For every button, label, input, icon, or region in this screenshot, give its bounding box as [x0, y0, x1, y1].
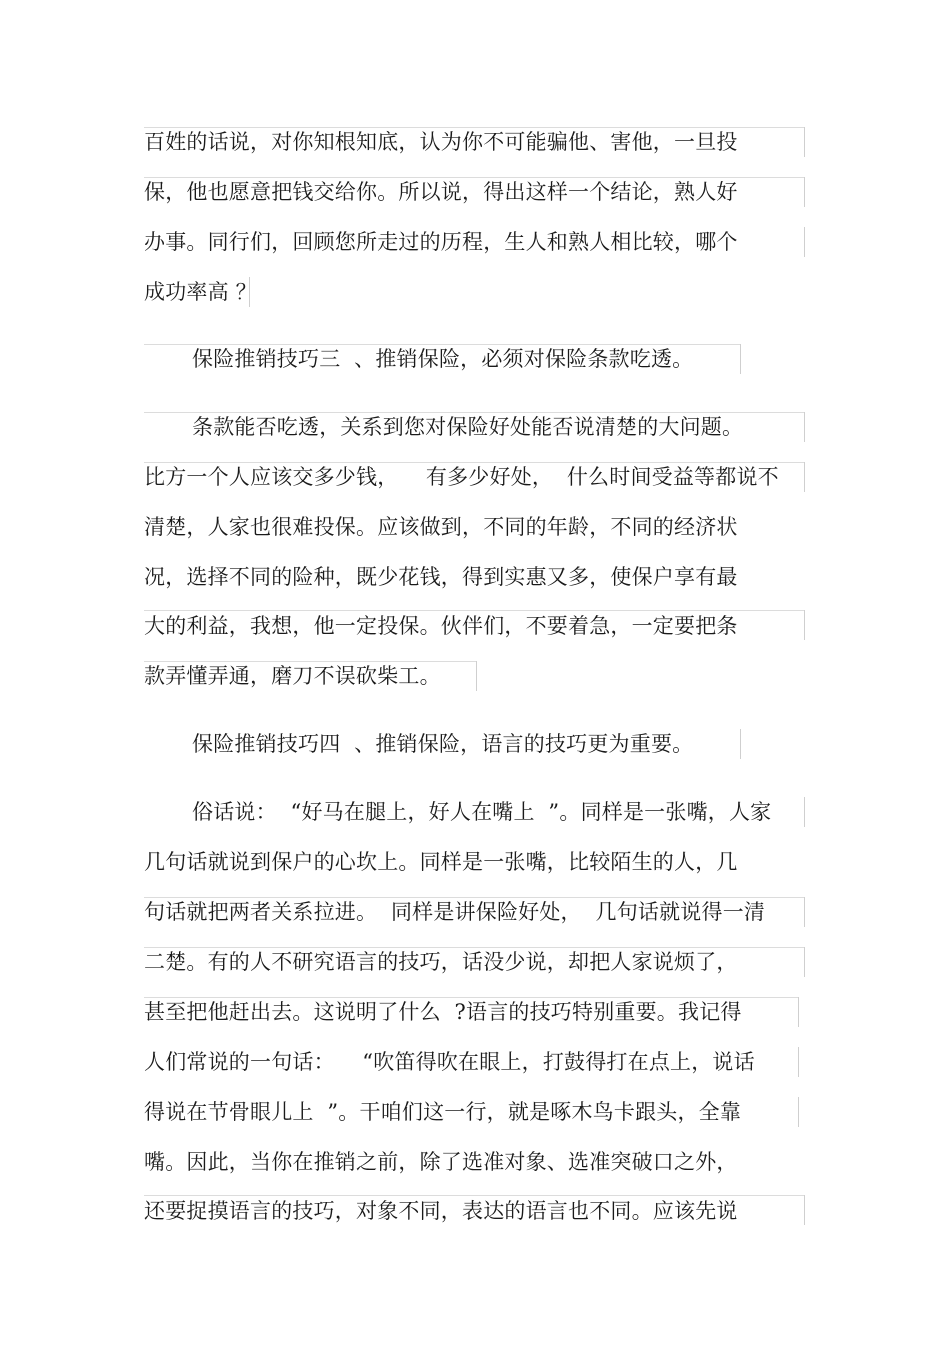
section-heading: 保险推销技巧四 、推销保险，语言的技巧更为重要。 [192, 732, 694, 756]
guide-line [804, 127, 805, 157]
guide-line [804, 947, 805, 977]
text-line: 办事。同行们，回顾您所走过的历程，生人和熟人相比较，哪个 [144, 230, 738, 254]
text-line: 几句话就说到保户的心坎上。同样是一张嘴，比较陌生的人，几 [144, 850, 738, 874]
guide-line [804, 177, 805, 207]
text-line: 嘴。因此，当你在推销之前，除了选准对象、选准突破口之外， [144, 1150, 738, 1174]
guide-line [798, 1097, 799, 1127]
guide-line [804, 897, 805, 927]
guide-line [740, 729, 741, 759]
text-line: 还要捉摸语言的技巧，对象不同，表达的语言也不同。应该先说 [144, 1199, 738, 1223]
text-line: 条款能否吃透，关系到您对保险好处能否说清楚的大问题。 [192, 415, 744, 439]
text-line: 百姓的话说，对你知根知底，认为你不可能骗他、害他，一旦投 [144, 130, 738, 154]
guide-line [804, 227, 805, 257]
guide-line [740, 344, 741, 374]
guide-line [804, 462, 805, 492]
guide-line [804, 610, 805, 640]
text-line: 句话就把两者关系拉进。 同样是讲保险好处， 几句话就说得一清 [144, 900, 766, 924]
text-line: 况，选择不同的险种，既少花钱，得到实惠又多，使保户享有最 [144, 565, 738, 589]
section-heading: 保险推销技巧三 、推销保险，必须对保险条款吃透。 [192, 347, 694, 371]
text-line: 二楚。有的人不研究语言的技巧，话没少说，却把人家说烦了， [144, 950, 738, 974]
guide-line [804, 1195, 805, 1225]
text-line: 大的利益，我想，他一定投保。伙伴们，不要着急，一定要把条 [144, 614, 738, 638]
guide-line [476, 661, 477, 691]
text-line: 款弄懂弄通，磨刀不误砍柴工。 [144, 664, 441, 688]
guide-line [804, 797, 805, 827]
text-line: 俗话说： “好马在腿上，好人在嘴上 ”。同样是一张嘴，人家 [192, 800, 772, 824]
text-line: 人们常说的一句话： “吹笛得吹在眼上，打鼓得打在点上，说话 [144, 1050, 755, 1074]
text-line: 得说在节骨眼儿上 ”。干咱们这一行，就是啄木鸟卡跟头，全靠 [144, 1100, 742, 1124]
guide-line [798, 997, 799, 1027]
text-line: 成功率高 ？ [144, 280, 257, 304]
text-line: 保，他也愿意把钱交给你。所以说，得出这样一个结论，熟人好 [144, 180, 738, 204]
text-line: 甚至把他赶出去。这说明了什么 ?语言的技巧特别重要。我记得 [144, 1000, 742, 1024]
text-line: 比方一个人应该交多少钱， 有多少好处， 什么时间受益等都说不 [144, 465, 779, 489]
guide-line [798, 1047, 799, 1077]
guide-line [804, 412, 805, 442]
text-line: 清楚，人家也很难投保。应该做到，不同的年龄，不同的经济状 [144, 515, 738, 539]
